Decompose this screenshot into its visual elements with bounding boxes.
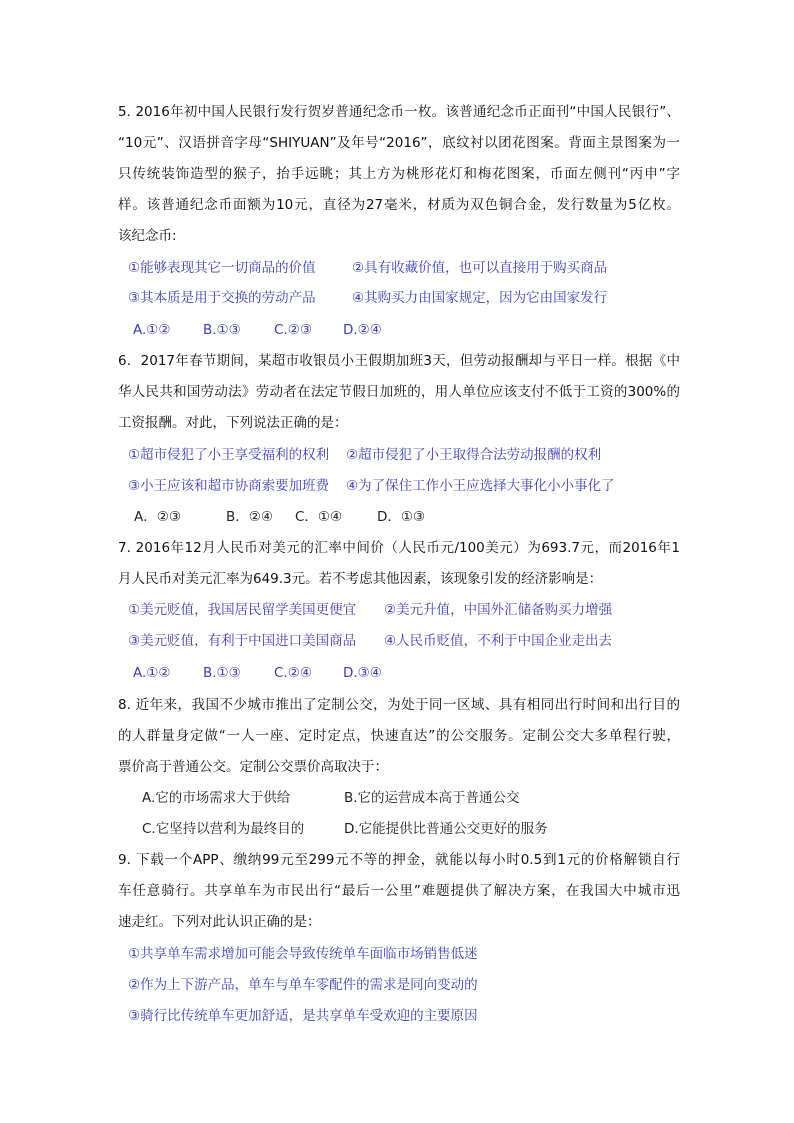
q5-stem-line: “10元”、汉语拼音字母“SHIYUAN”及年号“2016”，底纹衬以团花图案。背面主景图案为一: [118, 135, 680, 151]
q8-stem-line: 8. 近年来，我国不少城市推出了定制公交，为处于同一区域、具有相同出行时间和出行目的: [118, 697, 680, 713]
q7-option: ④人民币贬值，不利于中国企业走出去: [384, 633, 613, 649]
q6-option: ②超市侵犯了小王取得合法劳动报酬的权利: [346, 447, 602, 463]
q7-option: ②美元升值，中国外汇储备购买力增强: [384, 602, 613, 618]
q8-option: A.它的市场需求大于供给: [142, 790, 291, 806]
q6-answer: C．①④: [295, 509, 343, 525]
q7-option: ③美元贬值，有利于中国进口美国商品: [128, 633, 357, 649]
q5-stem-line: 样。该普通纪念币面额为10元，直径为27毫米，材质为双色铜合金，发行数量为5亿枚。: [118, 197, 680, 213]
q5-stem-line: 该纪念币:: [118, 228, 177, 244]
q5-answer: D.②④: [343, 322, 382, 338]
q7-answer: B.①③: [203, 665, 241, 681]
q8-option: C.它坚持以营利为最终目的: [142, 821, 305, 837]
q6-option: ③小王应该和超市协商索要加班费: [128, 478, 330, 494]
q8-option: B.它的运营成本高于普通公交: [344, 790, 520, 806]
q5-option: ④其购买力由国家规定，因为它由国家发行: [352, 290, 608, 306]
q5-option: ①能够表现其它一切商品的价值: [128, 260, 316, 276]
q6-stem-line: 工资报酬。对此，下列说法正确的是：: [118, 415, 348, 431]
q6-answer: B．②④: [226, 509, 273, 525]
q9-stem-line: 9. 下载一个APP、缴纳99元至299元不等的押金，就能以每小时0.5到1元的价格解锁自行: [118, 852, 680, 868]
q9-option: ②作为上下游产品，单车与单车零配件的需求是同向变动的: [128, 977, 478, 993]
q9-option: ①共享单车需求增加可能会导致传统单车面临市场销售低迷: [128, 946, 478, 962]
q6-answer: D．①③: [377, 509, 426, 525]
q7-answer: C.②④: [274, 665, 312, 681]
q9-option: ③骑行比传统单车更加舒适，是共享单车受欢迎的主要原因: [128, 1008, 478, 1024]
q6-option: ④为了保住工作小王应选择大事化小小事化了: [346, 478, 615, 494]
q7-option: ①美元贬值，我国居民留学美国更便宜: [128, 602, 357, 618]
q5-answer: B.①③: [203, 322, 241, 338]
q7-answer: D.③④: [343, 665, 382, 681]
q7-stem-line: 月人民币对美元汇率为649.3元。若不考虑其他因素，该现象引发的经济影响是：: [118, 571, 603, 587]
q5-stem-line: 5. 2016年初中国人民银行发行贺岁普通纪念币一枚。该普通纪念币正面刊“中国人民银行”、: [118, 104, 680, 120]
q5-option: ②具有收藏价值，也可以直接用于购买商品: [352, 260, 608, 276]
q5-answer: C.②③: [274, 322, 312, 338]
q8-stem-line: 票价高于普通公交。定制公交票价高取决于：: [118, 759, 388, 775]
q8-stem-line: 的人群量身定做“一人一座、定时定点，快速直达”的公交服务。定制公交大多单程行驶，: [118, 728, 680, 744]
q6-option: ①超市侵犯了小王享受福利的权利: [128, 447, 330, 463]
q5-answer: A.①②: [133, 322, 171, 338]
q9-stem-line: 速走红。下列对此认识正确的是：: [118, 914, 321, 930]
q7-stem-line: 7. 2016年12月人民币对美元的汇率中间价（人民币元/100美元）为693.7元，而2016年1: [118, 540, 680, 556]
q6-stem-line: 6．2017年春节期间，某超市收银员小王假期加班3天，但劳动报酬却与平日一样。根据《中: [118, 353, 680, 369]
q7-answer: A.①②: [133, 665, 171, 681]
q5-stem-line: 只传统装饰造型的猴子，抬手远眺；其上方为桃形花灯和梅花图案，币面左侧刊“丙申”字: [118, 166, 680, 182]
q6-answer: A．②③: [134, 509, 181, 525]
q8-option: D.它能提供比普通公交更好的服务: [344, 821, 548, 837]
q6-stem-line: 华人民共和国劳动法》劳动者在法定节假日加班的，用人单位应该支付不低于工资的300%的: [118, 384, 680, 400]
q5-option: ③其本质是用于交换的劳动产品: [128, 290, 316, 306]
q9-stem-line: 车任意骑行。共享单车为市民出行“最后一公里”难题提供了解决方案，在我国大中城市迅: [118, 883, 680, 899]
